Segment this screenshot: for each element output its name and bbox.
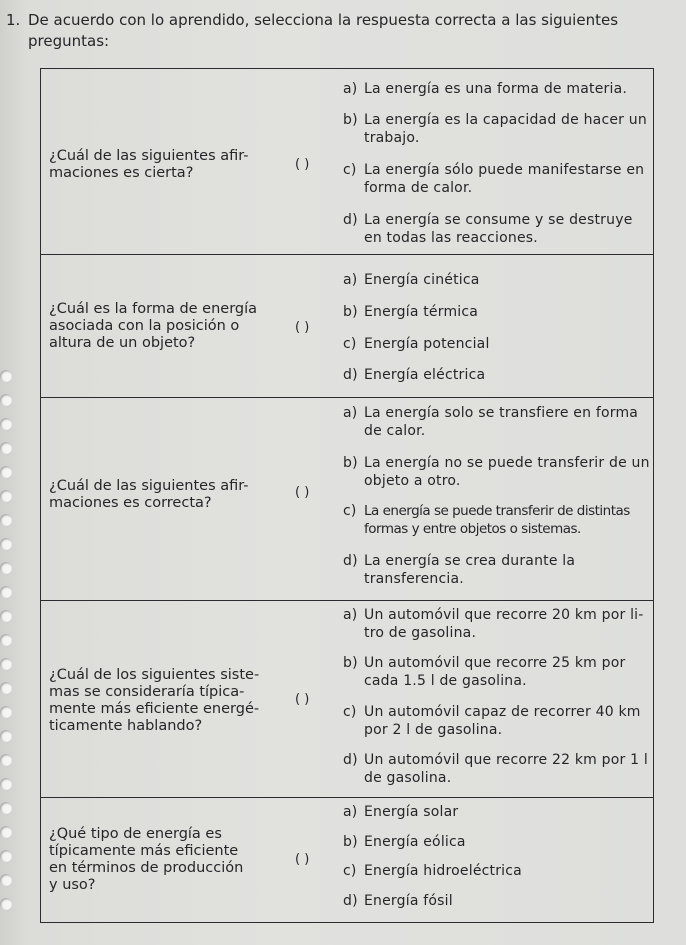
option-a[interactable] <box>343 803 653 821</box>
question-line: maciones es cierta? <box>49 165 194 181</box>
question-line: típicamente más eficiente <box>49 843 239 859</box>
binder-hole <box>0 826 12 838</box>
question-line: ¿Cuál de las siguientes afir- <box>49 148 249 164</box>
option-c[interactable] <box>343 335 653 353</box>
option-letter: c) <box>343 704 357 720</box>
option-letter: a) <box>343 607 358 623</box>
option-letter: c) <box>343 336 357 352</box>
option-text: Un automóvil que recorre 20 km por li-tro de gasolina. <box>364 607 644 641</box>
binder-hole <box>0 706 12 718</box>
binder-hole <box>0 442 12 454</box>
question-line: maciones es correcta? <box>49 495 212 511</box>
option-letter: b) <box>343 655 358 671</box>
option-a[interactable] <box>343 404 653 440</box>
option-c[interactable] <box>343 161 653 197</box>
binder-holes <box>0 370 14 930</box>
option-text: La energía se crea durante la transferencia. <box>364 553 576 587</box>
question-line: ¿Cuál de los siguientes siste- <box>49 667 260 683</box>
binder-hole <box>0 658 12 670</box>
option-letter: b) <box>343 304 358 320</box>
binder-hole <box>0 586 12 598</box>
binder-hole <box>0 562 12 574</box>
questions-table <box>40 68 654 923</box>
option-d[interactable] <box>343 211 653 247</box>
exercise-instruction: De acuerdo con lo aprendido, selecciona la respuesta correcta a las siguientes preguntas: <box>28 11 619 50</box>
option-c[interactable] <box>343 703 653 739</box>
option-text: La energía es la capacidad de hacer un trabajo. <box>364 112 647 146</box>
option-c[interactable] <box>343 862 653 880</box>
option-letter: d) <box>343 212 358 228</box>
binder-hole <box>0 370 12 382</box>
binder-hole <box>0 778 12 790</box>
question-text <box>49 667 269 735</box>
option-letter: d) <box>343 893 358 909</box>
option-b[interactable] <box>343 654 653 690</box>
answer-blank[interactable]: ( ) <box>295 157 310 172</box>
question-row-2 <box>41 255 653 398</box>
question-line: ¿Cuál es la forma de energía <box>49 301 258 317</box>
binder-hole <box>0 682 12 694</box>
question-line: asociada con la posición o <box>49 318 240 334</box>
binder-hole <box>0 754 12 766</box>
exercise-number: 1. <box>6 11 21 29</box>
binder-hole <box>0 898 12 910</box>
option-text: Energía cinética <box>364 272 480 288</box>
binder-hole <box>0 850 12 862</box>
option-letter: c) <box>343 162 357 178</box>
option-b[interactable] <box>343 303 653 321</box>
binder-hole <box>0 418 12 430</box>
option-text: La energía se consume y se destruye en todas las reacciones. <box>364 212 633 246</box>
question-row-1 <box>41 69 653 255</box>
option-text: Energía hidroeléctrica <box>364 863 522 879</box>
option-text: La energía se puede transferir de distintas formas y entre objetos o sistemas. <box>364 503 630 537</box>
option-text: La energía no se puede transferir de un objeto a otro. <box>364 455 650 489</box>
question-text <box>49 826 269 894</box>
binder-hole <box>0 610 12 622</box>
option-text: La energía sólo puede manifestarse en forma de calor. <box>364 162 645 196</box>
question-row-4 <box>41 601 653 798</box>
option-b[interactable] <box>343 111 653 147</box>
option-b[interactable] <box>343 833 653 851</box>
option-text: Un automóvil capaz de recorrer 40 km por 2 l de gasolina. <box>364 704 641 738</box>
option-letter: a) <box>343 272 358 288</box>
question-line: ¿Cuál de las siguientes afir- <box>49 478 249 494</box>
option-text: Energía eléctrica <box>364 367 486 383</box>
answer-blank[interactable]: ( ) <box>295 485 310 500</box>
option-text: La energía es una forma de materia. <box>364 81 627 97</box>
binder-hole <box>0 466 12 478</box>
option-letter: a) <box>343 81 358 97</box>
question-row-3 <box>41 398 653 601</box>
option-letter: d) <box>343 752 358 768</box>
option-c[interactable] <box>343 502 653 538</box>
option-letter: d) <box>343 367 358 383</box>
binder-hole <box>0 874 12 886</box>
option-d[interactable] <box>343 366 653 384</box>
option-letter: d) <box>343 553 358 569</box>
option-d[interactable] <box>343 552 653 588</box>
option-letter: c) <box>343 503 357 519</box>
option-b[interactable] <box>343 454 653 490</box>
option-a[interactable] <box>343 80 653 98</box>
question-text <box>49 148 269 182</box>
option-text: Energía solar <box>364 804 459 820</box>
option-text: Energía térmica <box>364 304 479 320</box>
option-text: Un automóvil que recorre 22 km por 1 l de gasolina. <box>364 752 648 786</box>
binder-hole <box>0 394 12 406</box>
binder-hole <box>0 538 12 550</box>
question-line: y uso? <box>49 877 96 893</box>
question-line: mas se consideraría típica- <box>49 684 245 700</box>
option-a[interactable] <box>343 606 653 642</box>
binder-hole <box>0 514 12 526</box>
question-line: en términos de producción <box>49 860 244 876</box>
answer-blank[interactable]: ( ) <box>295 320 310 335</box>
option-text: Un automóvil que recorre 25 km por cada 1.5 l de gasolina. <box>364 655 626 689</box>
option-letter: b) <box>343 834 358 850</box>
question-text <box>49 301 269 352</box>
option-a[interactable] <box>343 271 653 289</box>
answer-blank[interactable]: ( ) <box>295 852 310 867</box>
option-letter: a) <box>343 405 358 421</box>
option-text: Energía fósil <box>364 893 453 909</box>
option-text: Energía eólica <box>364 834 466 850</box>
question-line: ¿Qué tipo de energía es <box>49 826 222 842</box>
binder-hole <box>0 490 12 502</box>
option-text: Energía potencial <box>364 336 490 352</box>
answer-blank[interactable]: ( ) <box>295 692 310 707</box>
binder-hole <box>0 730 12 742</box>
question-line: altura de un objeto? <box>49 335 196 351</box>
binder-hole <box>0 634 12 646</box>
option-letter: c) <box>343 863 357 879</box>
option-letter: b) <box>343 455 358 471</box>
option-text: La energía solo se transfiere en forma de calor. <box>364 405 639 439</box>
question-line: mente más eficiente energé- <box>49 701 260 717</box>
question-text <box>49 478 269 512</box>
option-d[interactable] <box>343 751 653 787</box>
binder-hole <box>0 802 12 814</box>
question-line: ticamente hablando? <box>49 718 203 734</box>
option-letter: a) <box>343 804 358 820</box>
question-row-5 <box>41 798 653 922</box>
option-letter: b) <box>343 112 358 128</box>
option-d[interactable] <box>343 892 653 910</box>
